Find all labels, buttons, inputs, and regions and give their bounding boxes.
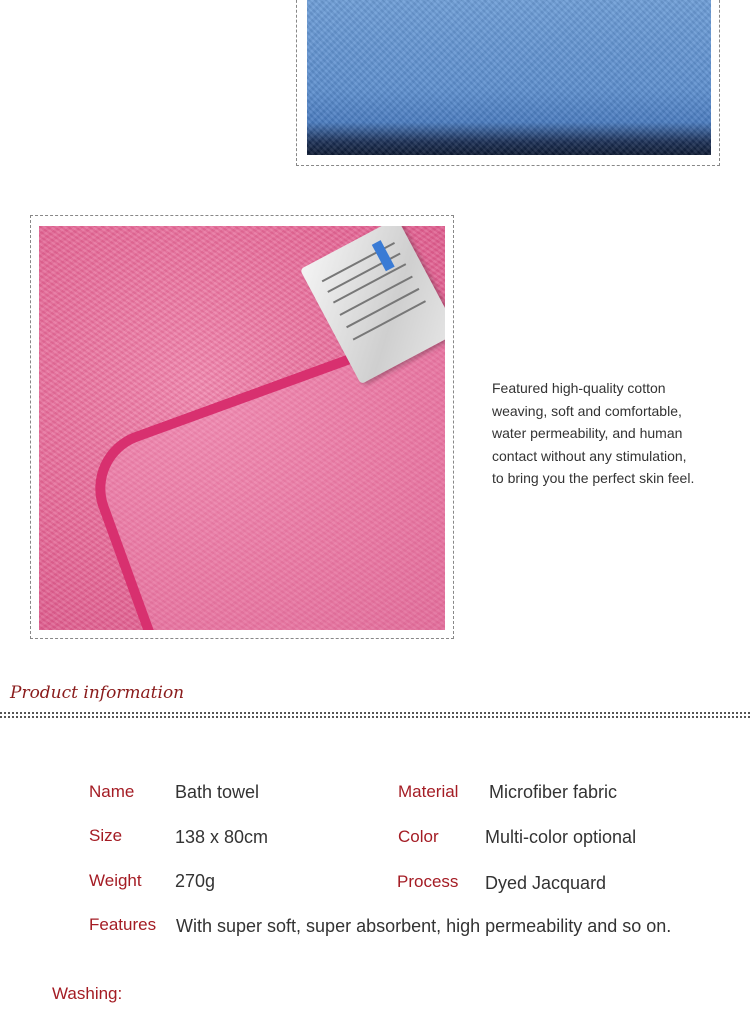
blue-towel-photo-frame [296,0,720,166]
material-value: Microfiber fabric [489,782,618,802]
size-label: Size [89,826,123,845]
pink-towel-photo [39,226,445,630]
weight-value: 270g [175,871,216,891]
divider-line [0,716,750,718]
product-description: Featured high-quality cotton weaving, soft and comfortable, water permeability, and human contact without any stimulation, to bring you the perfect skin feel. [492,380,695,487]
color-label: Color [398,827,439,846]
process-label: Process [397,872,459,891]
material-label: Material [398,782,459,801]
blue-towel-photo [307,0,711,155]
weight-label: Weight [89,871,142,890]
size-value: 138 x 80cm [175,827,269,847]
name-value: Bath towel [175,782,260,802]
name-label: Name [89,782,135,801]
pink-towel-photo-frame [30,215,454,639]
process-value: Dyed Jacquard [485,873,607,893]
color-value: Multi-color optional [485,827,637,847]
washing-label: Washing: [52,984,123,1003]
divider-line [0,712,750,714]
section-title: Product information [10,683,185,703]
features-value: With super soft, super absorbent, high permeability and so on. [176,916,672,936]
features-label: Features [89,915,157,934]
